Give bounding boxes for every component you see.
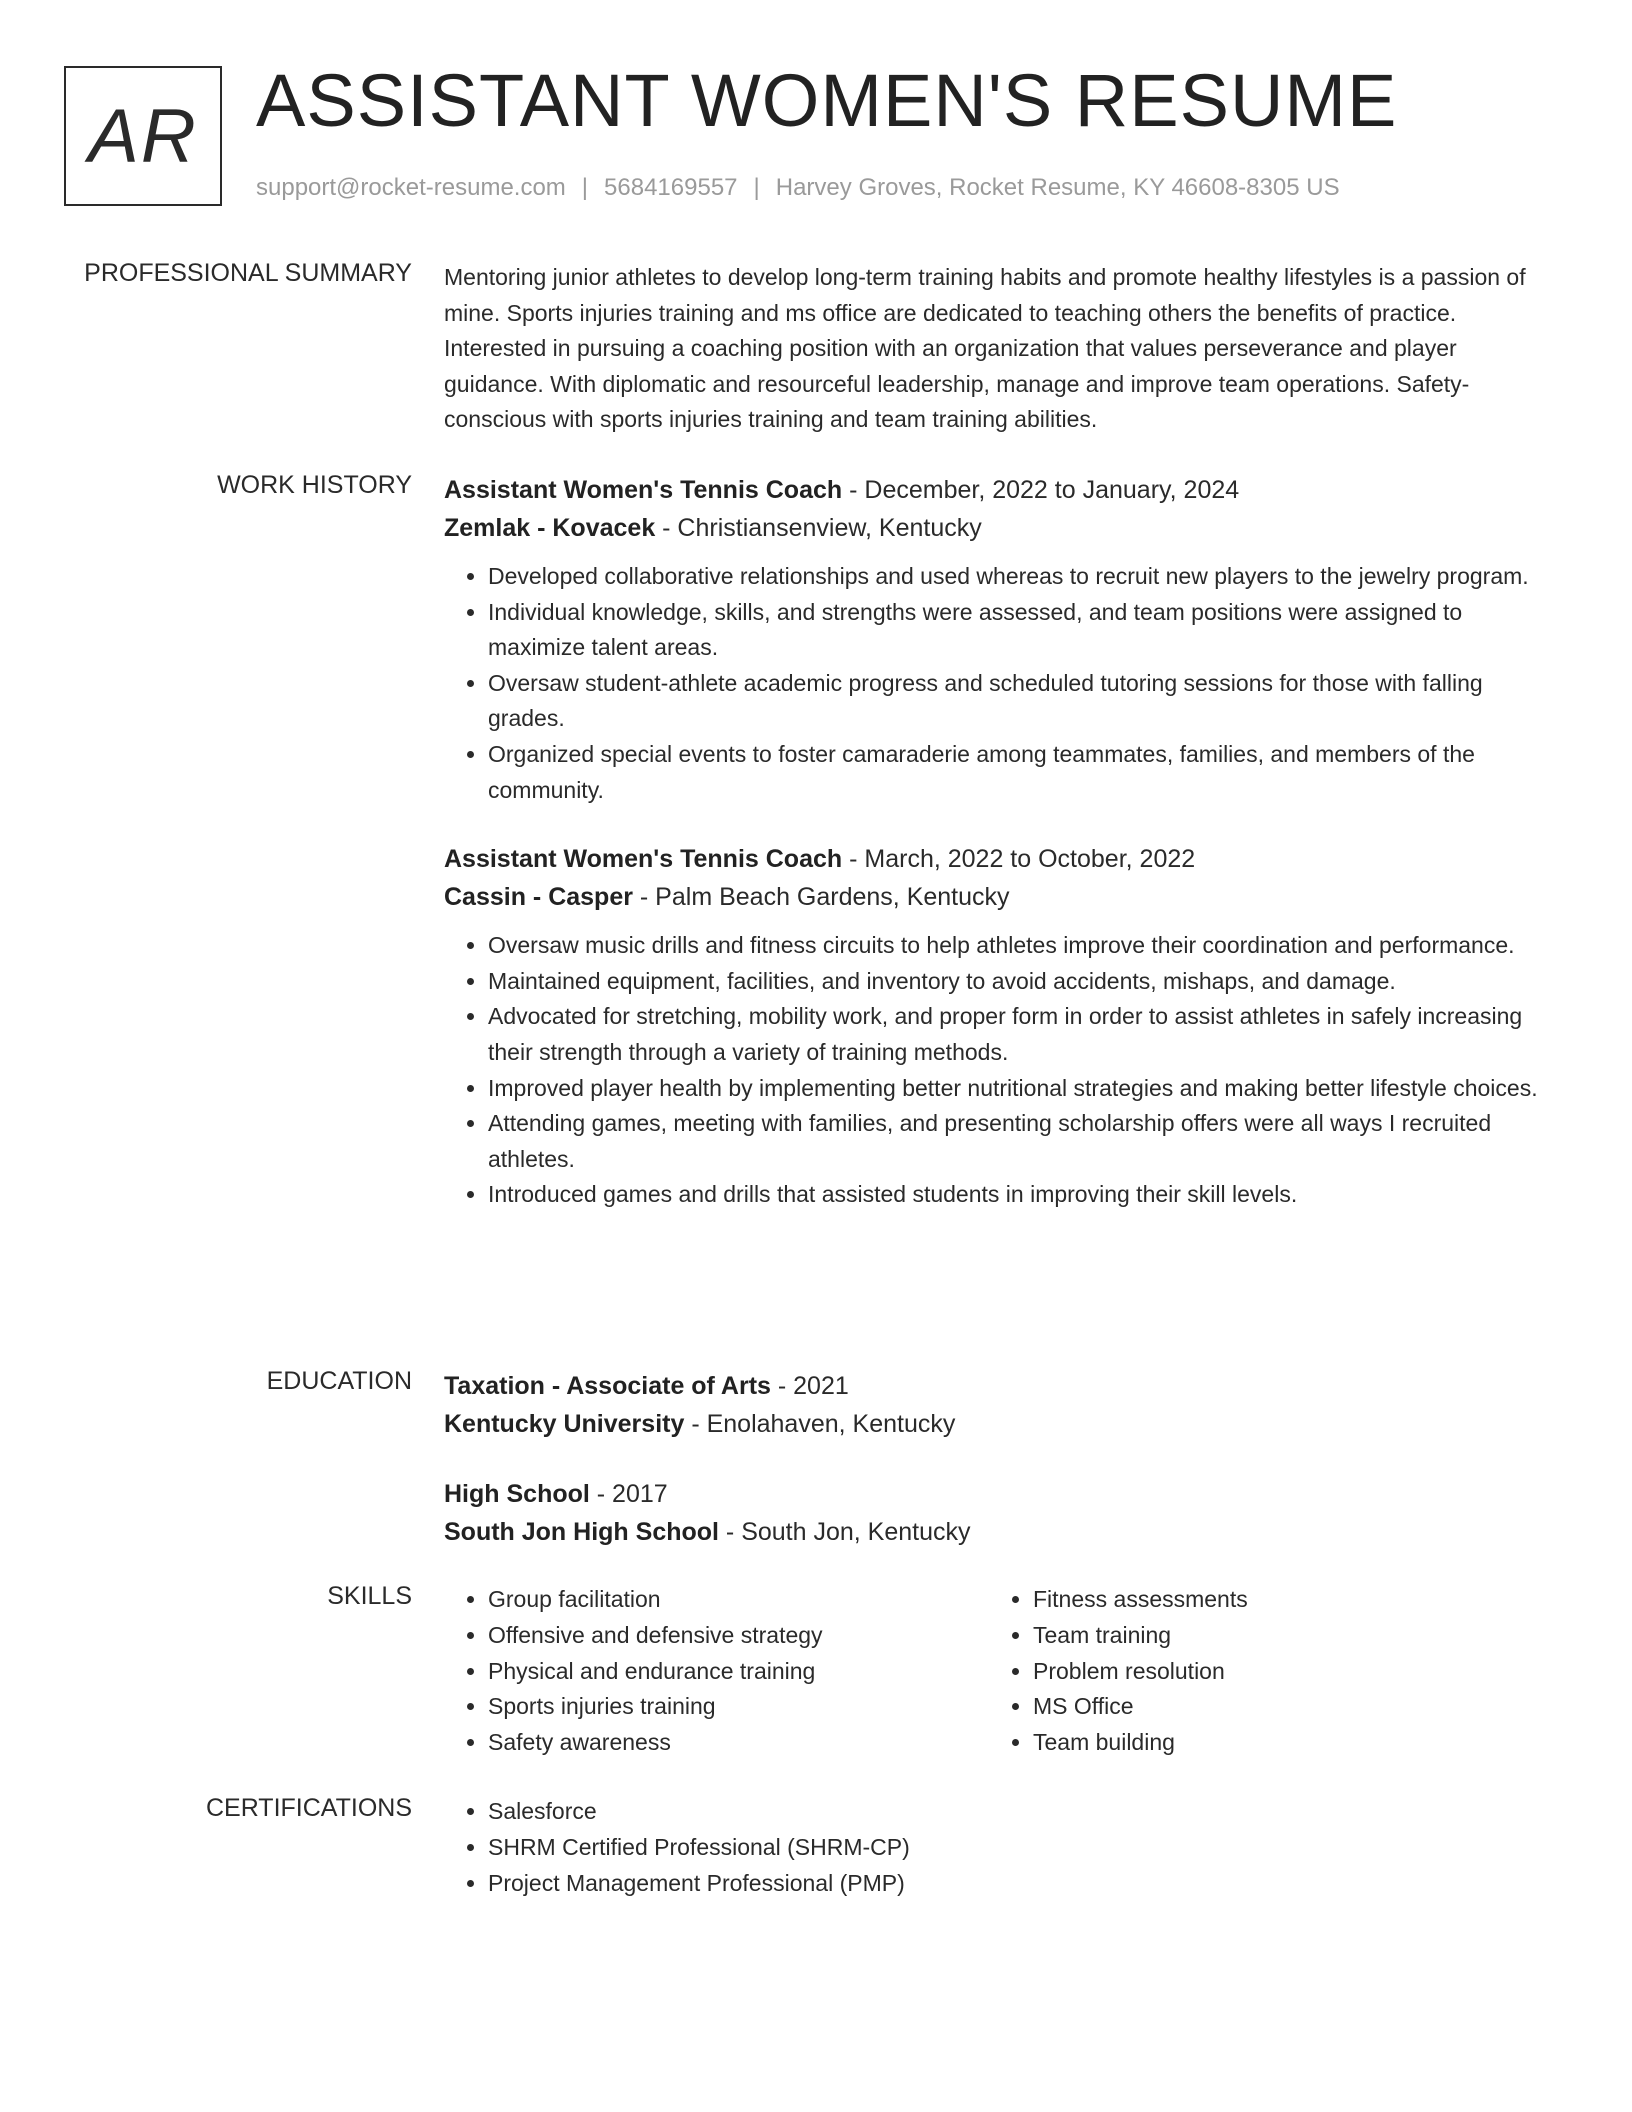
work-history-body xyxy=(444,471,1554,1213)
monogram-initials: AR xyxy=(64,66,222,206)
job-title: Assistant Women's Tennis Coach xyxy=(444,845,843,874)
education-degree-line xyxy=(444,1475,1554,1513)
job-bullet: • Improved player health by implementing better nutritional strategies and making better lifestyle choices. xyxy=(488,1071,1554,1107)
job-company: Zemlak - Kovacek xyxy=(444,514,656,542)
resume-title: ASSISTANT WOMEN'S RESUME xyxy=(256,59,1398,142)
education-location: - Enolahaven, Kentucky xyxy=(684,1410,956,1438)
section-label-skills: SKILLS xyxy=(327,1582,412,1610)
contact-separator: | xyxy=(581,174,589,201)
certification-item: • Project Management Professional (PMP) xyxy=(488,1866,1554,1902)
skills-column-2 xyxy=(989,1582,1534,1761)
skill-item: • Fitness assessments xyxy=(1033,1582,1534,1618)
job-dates: - March, 2022 to October, 2022 xyxy=(842,845,1196,874)
job-bullet: • Advocated for stretching, mobility work, and proper form in order to assist athletes in safely increasing their strength through a variety of training methods. xyxy=(488,999,1554,1070)
certifications-list xyxy=(444,1794,1554,1901)
skill-item: • Team building xyxy=(1033,1725,1534,1761)
education-year: - 2017 xyxy=(589,1480,668,1508)
skills-column-1 xyxy=(444,1582,989,1761)
education-entry xyxy=(444,1367,1554,1443)
job-title-line xyxy=(444,840,1554,878)
education-location: - South Jon, Kentucky xyxy=(718,1518,971,1546)
skills-list xyxy=(444,1582,989,1761)
job-company-line xyxy=(444,509,1554,547)
job-bullet: • Developed collaborative relationships and used whereas to recruit new players to the jewelry program. xyxy=(488,559,1554,595)
certification-item: • SHRM Certified Professional (SHRM-CP) xyxy=(488,1830,1554,1866)
job-bullet: • Individual knowledge, skills, and strengths were assessed, and team positions were assigned to maximize talent areas. xyxy=(488,595,1554,666)
education-year: - 2021 xyxy=(770,1372,849,1400)
education-degree-line xyxy=(444,1367,1554,1405)
skill-item: • Group facilitation xyxy=(488,1582,989,1618)
job-title: Assistant Women's Tennis Coach xyxy=(444,476,843,504)
contact-address: Harvey Groves, Rocket Resume, KY 46608-8305 US xyxy=(775,174,1340,201)
job-bullets xyxy=(444,559,1554,808)
job-company-line xyxy=(444,878,1554,916)
job-title-line xyxy=(444,471,1554,509)
job-bullet: • Maintained equipment, facilities, and inventory to avoid accidents, mishaps, and damage. xyxy=(488,964,1554,1000)
section-label-education: EDUCATION xyxy=(266,1367,412,1395)
job-bullet: • Oversaw student-athlete academic progress and scheduled tutoring sessions for those with falling grades. xyxy=(488,666,1554,737)
job-location: - Christiansenview, Kentucky xyxy=(655,514,982,542)
education-body xyxy=(444,1367,1554,1551)
skills-grid xyxy=(444,1582,1554,1761)
job-entry xyxy=(444,840,1554,1213)
education-school-line xyxy=(444,1513,1554,1551)
job-bullet: • Organized special events to foster camaraderie among teammates, families, and members of the community. xyxy=(488,737,1554,808)
skill-item: • Offensive and defensive strategy xyxy=(488,1618,989,1654)
skill-item: • Physical and endurance training xyxy=(488,1654,989,1690)
skills-list xyxy=(989,1582,1534,1761)
job-bullet: • Attending games, meeting with families, and presenting scholarship offers were all ways I recruited athletes. xyxy=(488,1106,1554,1177)
job-company: Cassin - Casper xyxy=(444,883,633,912)
job-bullet: • Introduced games and drills that assisted students in improving their skill levels. xyxy=(488,1177,1554,1213)
contact-phone: 5684169557 xyxy=(604,174,738,201)
job-bullets xyxy=(444,928,1554,1213)
education-entry xyxy=(444,1475,1554,1551)
job-entry xyxy=(444,471,1554,808)
job-location: - Palm Beach Gardens, Kentucky xyxy=(632,883,1010,912)
section-label-work-history: WORK HISTORY xyxy=(217,471,412,499)
summary-body xyxy=(444,260,1554,438)
certification-item: • Salesforce xyxy=(488,1794,1554,1830)
job-dates: - December, 2022 to January, 2024 xyxy=(842,476,1240,504)
skills-body xyxy=(444,1582,1554,1761)
education-school: Kentucky University xyxy=(444,1410,685,1438)
certifications-body xyxy=(444,1794,1554,1901)
skill-item: • Safety awareness xyxy=(488,1725,989,1761)
skill-item: • MS Office xyxy=(1033,1689,1534,1725)
education-degree: High School xyxy=(444,1480,590,1508)
education-school: South Jon High School xyxy=(444,1518,719,1546)
job-bullet: • Oversaw music drills and fitness circuits to help athletes improve their coordination and performance. xyxy=(488,928,1554,964)
contact-separator: | xyxy=(753,174,760,201)
skill-item: • Team training xyxy=(1033,1618,1534,1654)
contact-email: support@rocket-resume.com xyxy=(256,174,566,201)
section-label-summary: PROFESSIONAL SUMMARY xyxy=(84,259,412,287)
education-degree: Taxation - Associate of Arts xyxy=(444,1372,771,1400)
skill-item: • Problem resolution xyxy=(1033,1654,1534,1690)
section-label-certifications: CERTIFICATIONS xyxy=(205,1794,412,1822)
education-school-line xyxy=(444,1405,1554,1443)
skill-item: • Sports injuries training xyxy=(488,1689,989,1725)
summary-text: Mentoring junior athletes to develop long-term training habits and promote healthy lifestyles is a passion of mine. Sports injuries training and ms office are dedicated to teaching others the benefits of practice. Interested in pursuing a coaching position with an organization that values perseverance and player guidance. With diplomatic and resourceful leadership, manage and improve team operations. Safety-conscious with sports injuries training and team training abilities. xyxy=(444,264,1526,433)
contact-line xyxy=(256,174,1340,202)
